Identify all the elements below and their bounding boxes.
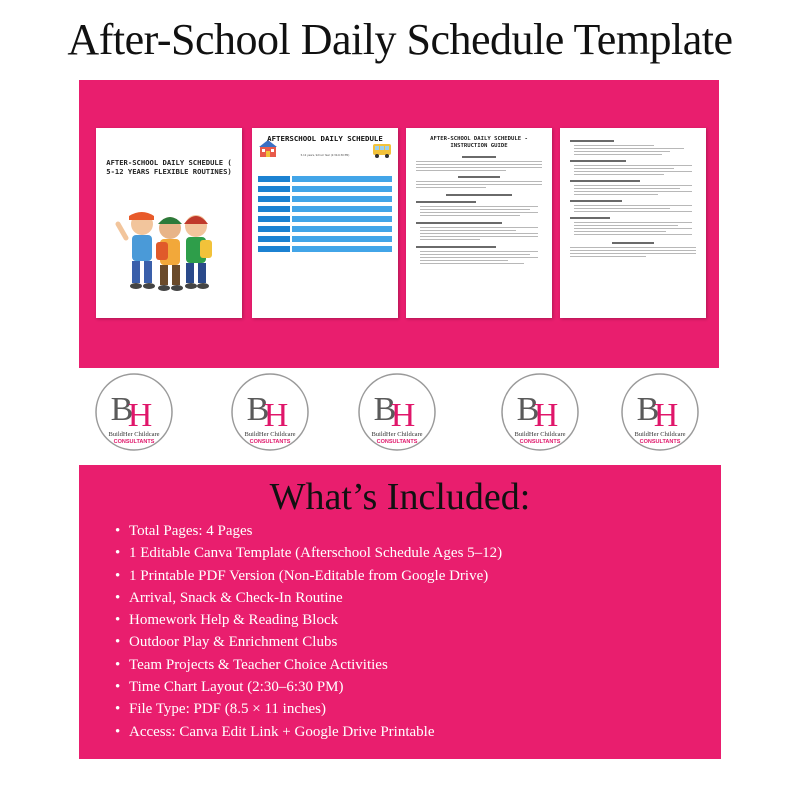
logo-text-line2: CONSULTANTS <box>249 439 291 445</box>
svg-text:B: B <box>373 391 397 428</box>
preview-page-instruction-guide <box>406 128 552 318</box>
logo-text-line2: CONSULTANTS <box>639 439 681 445</box>
logo-text-line1: BuildHer Childcare <box>634 431 686 438</box>
buildher-logo <box>498 370 582 454</box>
schedule-row <box>258 246 392 252</box>
list-item: • Time Chart Layout (2:30–6:30 PM) <box>115 676 715 698</box>
kids-illustration <box>96 128 242 318</box>
logo-text-line1: BuildHer Childcare <box>514 431 566 438</box>
svg-text:H: H <box>127 397 153 434</box>
whats-included-title: What’s Included: <box>269 476 531 518</box>
list-item: • File Type: PDF (8.5 × 11 inches) <box>115 698 715 720</box>
schedule-row <box>258 216 392 222</box>
buildher-logo <box>92 370 176 454</box>
cover-title: AFTER-SCHOOL DAILY SCHEDULE ( 5-12 YEARS FLEXIBLE ROUTINES) <box>106 158 232 176</box>
schedule-row <box>258 206 392 212</box>
page-title: After-School Daily Schedule Template <box>67 15 733 64</box>
preview-page-schedule <box>252 128 398 318</box>
included-list <box>115 520 715 743</box>
logo-text-line1: BuildHer Childcare <box>108 431 160 438</box>
preview-page-cover <box>96 128 242 318</box>
list-item: • Total Pages: 4 Pages <box>115 520 715 542</box>
list-item: • 1 Printable PDF Version (Non-Editable from Google Drive) <box>115 565 715 587</box>
buildher-logo <box>228 370 312 454</box>
list-item: • Team Projects & Teacher Choice Activities <box>115 654 715 676</box>
svg-text:H: H <box>263 397 289 434</box>
schedule-row <box>258 236 392 242</box>
svg-text:B: B <box>636 391 660 428</box>
instruction-guide-title: AFTER-SCHOOL DAILY SCHEDULE - INSTRUCTION GUIDE <box>430 136 528 149</box>
logo-text-line1: BuildHer Childcare <box>244 431 296 438</box>
schedule-title: AFTERSCHOOL DAILY SCHEDULE <box>267 134 383 143</box>
whats-included-panel <box>79 465 721 759</box>
svg-text:B: B <box>246 391 270 428</box>
svg-text:H: H <box>533 397 559 434</box>
svg-text:H: H <box>390 397 416 434</box>
svg-text:B: B <box>110 391 134 428</box>
list-item: • Homework Help & Reading Block <box>115 609 715 631</box>
svg-text:B: B <box>516 391 540 428</box>
preview-banner <box>79 80 719 368</box>
list-item: • Arrival, Snack & Check-In Routine <box>115 587 715 609</box>
buildher-logo <box>618 370 702 454</box>
svg-text:H: H <box>653 397 679 434</box>
logo-text-line2: CONSULTANTS <box>376 439 418 445</box>
list-item: • Access: Canva Edit Link + Google Drive Printable <box>115 721 715 743</box>
logo-text-line1: BuildHer Childcare <box>371 431 423 438</box>
list-item: • Outdoor Play & Enrichment Clubs <box>115 631 715 653</box>
schedule-row <box>258 226 392 232</box>
preview-page-continued <box>560 128 706 318</box>
schedule-row <box>258 186 392 192</box>
logo-text-line2: CONSULTANTS <box>519 439 561 445</box>
school-bus-icon <box>372 140 392 160</box>
list-item: • 1 Editable Canva Template (Afterschool Schedule Ages 5–12) <box>115 542 715 564</box>
schedule-subtitle: 5-12 years, School Year (2:30-6:30 PM) <box>300 154 350 157</box>
schedule-row <box>258 176 392 182</box>
buildher-logo <box>355 370 439 454</box>
logo-row <box>80 370 720 460</box>
logo-text-line2: CONSULTANTS <box>113 439 155 445</box>
schedule-row <box>258 196 392 202</box>
